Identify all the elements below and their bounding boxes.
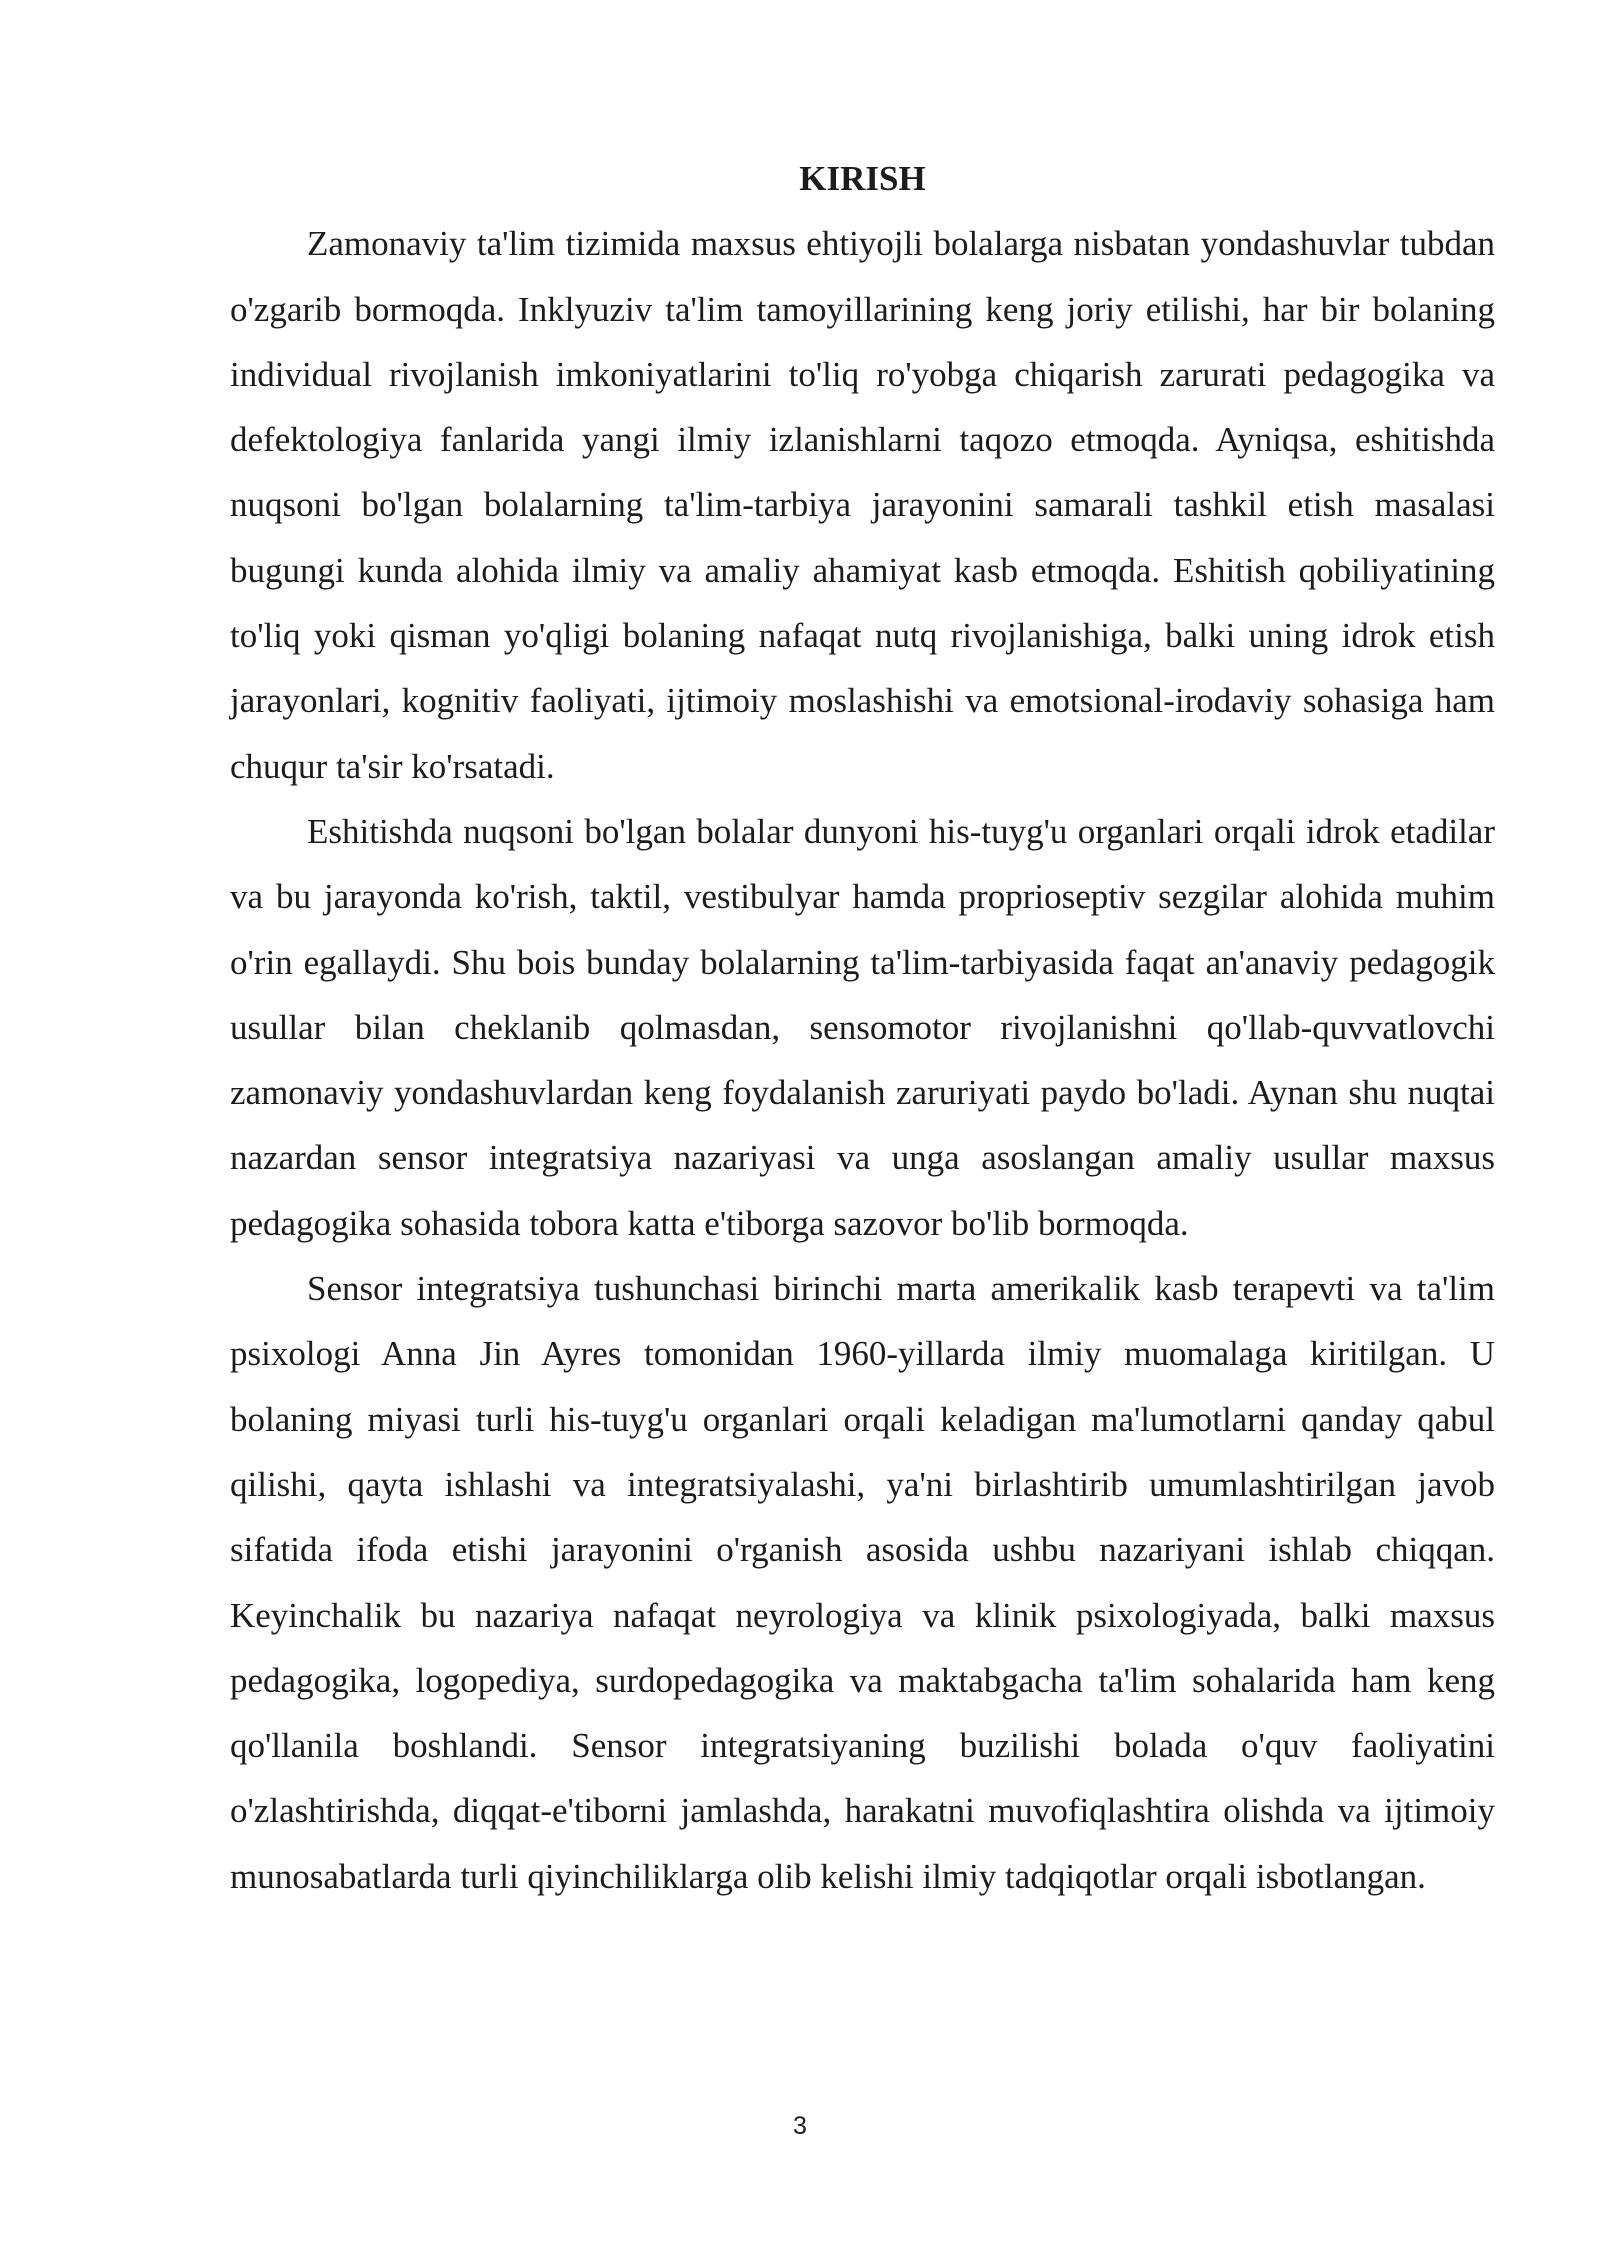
page-number: 3 <box>793 2112 807 2140</box>
paragraph-3: Sensor integratsiya tushunchasi birinchi marta amerikalik kasb terapevti va ta'lim psixologi Anna Jin Ayres tomonidan 1960-yillarda ilmiy muomalaga kiritilgan. U bolaning miyasi turli his-tuyg'u organlari orqali keladigan ma'lumotlarni qanday qabul qilishi, qayta ishlashi va integratsiyalashi, ya'ni birlashtirib umumlashtirilgan javob sifatida ifoda etishi jarayonini o'rganish asosida ushbu nazariyani ishlab chiqqan. Keyinchalik bu nazariya nafaqat neyrologiya va klinik psixologiyada, balki maxsus pedagogika, logopediya, surdopedagogika va maktabgacha ta'lim sohalarida ham keng qo'llanila boshlandi. Sensor integratsiyaning buzilishi bolada o'quv faoliyatini o'zlashtirishda, diqqat-e'tiborni jamlashda, harakatni muvofiqlashtira olishda va ijtimoiy munosabatlarda turli qiyinchiliklarga olib kelishi ilmiy tadqiqotlar orqali isbotlangan. <box>230 1269 1495 1896</box>
paragraph-1: Zamonaviy ta'lim tizimida maxsus ehtiyojli bolalarga nisbatan yondashuvlar tubdan o'zgarib bormoqda. Inklyuziv ta'lim tamoyillarining keng joriy etilishi, har bir bolaning individual rivojlanish imkoniyatlarini to'liq ro'yobga chiqarish zarurati pedagogika va defektologiya fanlarida yangi ilmiy izlanishlarni taqozo etmoqda. Ayniqsa, eshitishda nuqsoni bo'lgan bolalarning ta'lim-tarbiya jarayonini samarali tashkil etish masalasi bugungi kunda alohida ilmiy va amaliy ahamiyat kasb etmoqda. Eshitish qobiliyatining to'liq yoki qisman yo'qligi bolaning nafaqat nutq rivojlanishiga, balki uning idrok etish jarayonlari, kognitiv faoliyati, ijtimoiy moslashishi va emotsional-irodaviy sohasiga ham chuqur ta'sir ko'rsatadi. <box>230 224 1495 786</box>
section-title: KIRISH <box>799 159 926 198</box>
paragraph-2: Eshitishda nuqsoni bo'lgan bolalar dunyoni his-tuyg'u organlari orqali idrok etadilar va bu jarayonda ko'rish, taktil, vestibulyar hamda proprioseptiv sezgilar alohida muhim o'rin egallaydi. Shu bois bunday bolalarning ta'lim-tarbiyasida faqat an'anaviy pedagogik usullar bilan cheklanib qolmasdan, sensomotor rivojlanishni qo'llab-quvvatlovchi zamonaviy yondashuvlardan keng foydalanish zaruriyati paydo bo'ladi. Aynan shu nuqtai nazardan sensor integratsiya nazariyasi va unga asoslangan amaliy usullar maxsus pedagogika sohasida tobora katta e'tiborga sazovor bo'lib bormoqda. <box>230 811 1495 1243</box>
page-content <box>230 146 1495 1909</box>
